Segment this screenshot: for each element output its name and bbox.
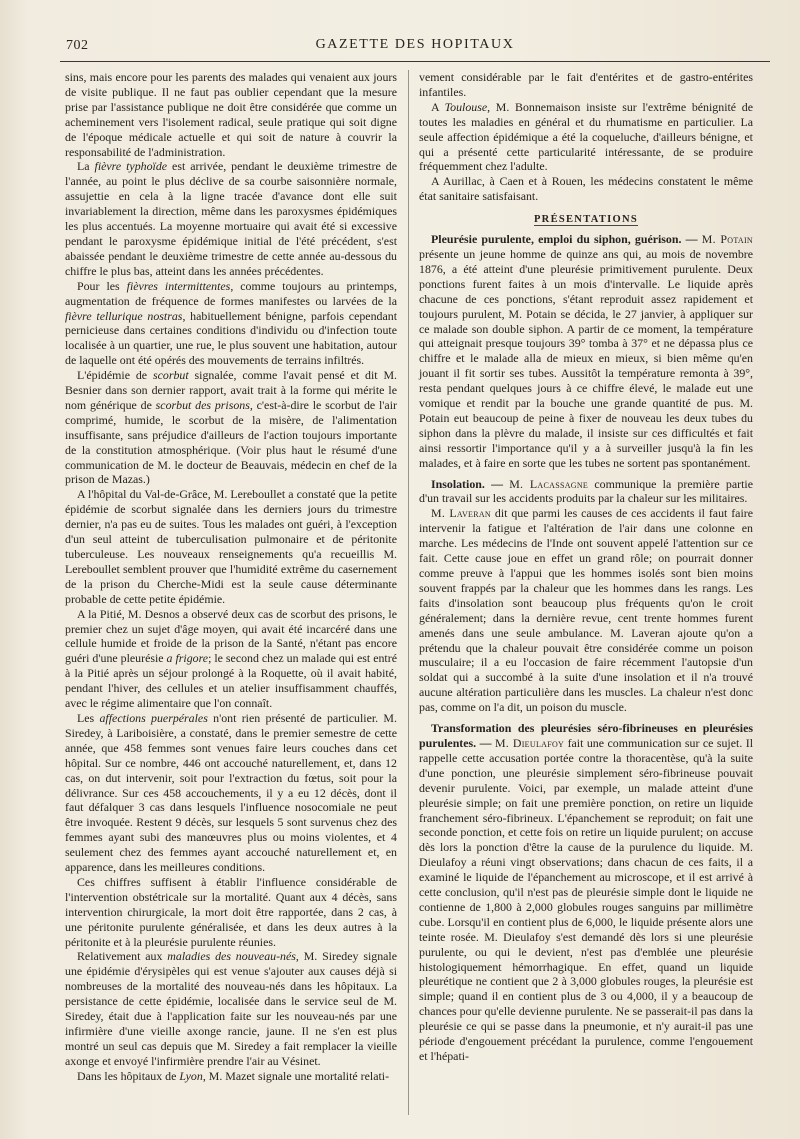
paragraph-pitie: A la Pitié, M. Desnos a observé deux cas de scorbut des prisons, le premier chez un sujet d'âge moyen, qui avait été incarcéré dans une cellule humide et froide de la prison de la Santé, n'étant pas encore guéri d'une pleurésie a frigore; le second chez un malade qui est entré à la Pitié après un séjour prolongé à la Roquette, où il avait habité, pendant l'hiver, des cellules et un atelier insuffisamment chauffés, avec le régime alimentaire que l'on connaît. [65, 606, 397, 711]
left-column [65, 70, 397, 1084]
paragraph-laveran: M. Laveran dit que parmi les causes de ces accidents il faut faire intervenir la fatigue et l'altération de l'air dans une colonne en marche. Les médecins de l'Inde ont souvent appelé l'attention sur ce fait. Cette cause joue en effet un grand rôle; on pourrait donner comme preuve à l'appui que les hommes isolés sont bien moins souvent frappés par la chaleur que les hommes dans les rangs. Les faits d'insolation sont beaucoup plus fréquents qu'on le croit généralement; dans la dernière revue, cent trente hommes furent amenés dans une seule ambulance. M. Laveran ajoute qu'on a prétendu que la chaleur pouvait être considérée comme un poison musculaire; il a eu l'occasion de faire récemment l'autopsie d'un soldat qui a succombé à la suite d'une insolation et il n'a trouvé aucune altération particulière dans les muscles. La chaleur n'est donc pas, comme on l'a dit, un poison du muscle. [419, 506, 753, 715]
presentation-transformation: Transformation des pleurésies séro-fibrineuses en pleurésies purulentes. — M. Dieulafoy fait une communication sur ce sujet. Il rappelle cette accusation portée contre la thoracentèse, qu'à la suite d'une ponction, une pleurésie simplement séro-fibrineuse pouvait devenir purulente. Voici, par exemple, un malade atteint d'une pleurésie simple; on fait une première ponction, on retire un liquide franchement séro-fibrineux. L'épanchement se reproduit; on fait une seconde ponction, et cette fois on retire un liquide purulent; on accuse dès lors la ponction d'être la cause de la purulence du liquide. M. Dieulafoy a réuni vingt observations; dans chacun de ces faits, il a examiné le liquide de l'épanchement au microscope, et il est arrivé à cette conclusion, qu'il n'est pas de pleurésie simple dont le liquide ne contienne de 1,800 à 2,000 globules rouges sanguins par millimètre cube. Lorsqu'il en contient plus de 6,000, le liquide présente alors une teinte rosée. M. Dieulafoy s'est demandé dès lors si une pleurésie purulente, ou qui le devient, n'est pas d'emblée une pleurésie histologiquement hémorrhagique. En effet, quand un liquide pleurétique ne contient que 2 à 3,000 globules rouges, la pleurésie est simple; quand il en contient plus de 3 ou 4,000, il y a beaucoup de chances pour qu'elle devienne purulente. Ne se passerait-il pas dans la pleurésie ce qui se passe dans la pneumonie, et n'y aurait-il pas une période d'engouement précédant la purulence, comme l'engouement et l'hépati- [419, 721, 753, 1063]
term-typhoid: fièvre typhoïde [94, 159, 168, 174]
paragraph-typhoid: La fièvre typhoïde est arrivée, pendant le deuxième trimestre de l'année, au point le plus déclive de sa courbe saisonnière normale, assujettie en cela à la ligne tracée d'avance dont elle suit invariablement la direction, même dans les paroxysmes épidémiques les plus accentués. La moyenne mortuaire qui avait été si excessive pendant le paroxysme épidémique initial de l'été précédent, s'est abaissée pendant le deuxième trimestre de cette année au-dessous du chiffre le plus bas, atteint dans les années précédentes. [65, 159, 397, 278]
paragraph-intermittent-fevers: Pour les fièvres intermittentes, comme toujours au printemps, augmentation de fréquence de formes manifestes ou larvées de la fièvre tellurique nostras, habituellement bénigne, parfois cependant pernicieuse dans certaines conditions d'individu ou d'infection toute localisée à un quartier, une rue, le plus souvent une habitation, autour de laquelle ont été opérés des mouvements de terrains infiltrés. [65, 278, 397, 368]
article-heading: Pleurésie purulente, emploi du siphon, guérison. — [431, 232, 698, 247]
presentation-pleurisy: Pleurésie purulente, emploi du siphon, guérison. — M. Potain présente un jeune homme de quinze ans qui, au mois de novembre 1876, a été atteint d'une pleurésie primitivement purulente. Deux ponctions furent faites à un mois d'intervalle. Le liquide après chacune de ces ponctions, s'étant reproduit assez rapidement et toujours purulent, M. Potain se décida, le 27 janvier, à appliquer sur ce malade son double siphon. A partir de ce moment, la température qui atteignait presque toujours 39° tomba à 37° et ne dépassa plus ce chiffre et le malade alla de mieux en mieux, si bien même qu'en jouant il fit sortir ses tubes. Aussitôt la température remonta à 39°, resta pendant quelques jours à ce chiffre élevé, le malade eut une vomique et rendit par la bouche une grande quantité de pus. M. Potain eut beaucoup de peine à fixer de nouveau les deux tubes du siphon dans la plèvre du malade, il insiste sur ces difficultés et fait ainsi ressortir l'importance qu'il y a à surveiller jusqu'à la fin les malades, et à faire en sorte que les tubes ne sortent pas spontanément. [419, 232, 753, 470]
paragraph: sins, mais encore pour les parents des malades qui venaient aux jours de visite publique. Il ne faut pas oublier cependant que la mesure prise par l'assistance publique ne doit être considérée que comme un acheminement vers l'isolement radical, seule pratique qui soit digne de l'époque médicale actuelle et qui soit de nature à couvrir la responsabilité de l'administration. [65, 70, 397, 159]
presentation-insolation: Insolation. — M. Lacassagne communique la première partie d'un travail sur les accidents produits par la chaleur sur les militaires. [419, 476, 753, 506]
author-name: M. Potain [701, 232, 753, 247]
section-title: PRÉSENTATIONS [533, 214, 639, 226]
paragraph-val-de-grace: A l'hôpital du Val-de-Grâce, M. Lereboullet a constaté que la petite épidémie de scorbut signalée dans les derniers jours du trimestre dernier, n'a pas eu de suites. Tous les malades ont guéri, à l'exception d'un seul atteint de tuberculisation pulmonaire et de péritonite tuberculeuse. Les nouveaux renseignements qu'a recueillis M. Lereboullet semblent prouver que l'humidité extrême du casernement de la prison du Cherche-Midi est la seule cause déterminante probable de cette petite épidémie. [65, 487, 397, 606]
page-header [60, 34, 770, 58]
author-name: M. Laveran [431, 506, 491, 521]
article-heading: Transformation des pleurésies séro-fibrineuses en pleurésies purulentes. — [419, 721, 753, 750]
journal-title: GAZETTE DES HOPITAUX [315, 37, 515, 52]
paragraph-puerperal: Les affections puerpérales n'ont rien présenté de particulier. M. Siredey, à Lariboisière, a constaté, dans le premier semestre de cette année, que 458 femmes sont venues faire leurs couches dans cet hôpital. Sur ce nombre, 446 ont accouché naturellement, et, dans 12 cas, on dut intervenir, soit pour l'extraction du fœtus, soit pour la délivrance. Sur ces 458 accouchements, il y a eu 12 décès, dont il faut défalquer 3 cas dans lesquels l'influence nosocomiale ne peut être invoquée. Restent 9 décès, sur lesquels 5 sont survenus chez des femmes ayant subi des manœuvres plus ou moins violentes, et 4 seulement chez des femmes ayant accouché naturellement et, en apparence, dans les meilleures conditions. [65, 710, 397, 875]
right-column [419, 70, 753, 1064]
article-heading: Insolation. — [431, 476, 503, 491]
column-divider [408, 70, 409, 1115]
paragraph-figures: Ces chiffres suffisent à établir l'influence considérable de l'intervention obstétricale sur la mortalité. Quant aux 4 décès, sans intervention chirurgicale, la mort doit être rapportée, dans 2 cas, à une péritonite purulente généralisée, et dans les deux autres à la péritonite et à la pleurésie purulente réunies. [65, 874, 397, 949]
author-name: M. Dieulafoy [494, 735, 565, 750]
paragraph-toulouse: A Toulouse, M. Bonnemaison insiste sur l'extrême bénignité de toutes les maladies en général et du rhumatisme en particulier. La seule affection épidémique a été la coqueluche, d'ailleurs bénigne, et qui a présenté cette particularité intéressante, de se produire fréquemment chez l'adulte. [419, 99, 753, 174]
paragraph: vement considérable par le fait d'entérites et de gastro-entérites infantiles. [419, 70, 753, 99]
paragraph-lyon: Dans les hôpitaux de Lyon, M. Mazet signale une mortalité relati- [77, 1068, 390, 1083]
header-rule [60, 61, 770, 62]
page-number: 702 [66, 38, 89, 53]
author-name: M. Lacassagne [509, 476, 589, 491]
paragraph-newborns: Relativement aux maladies des nouveau-nés, M. Siredey signale une épidémie d'érysipèles qui est venue s'ajouter aux causes déjà si nombreuses de la mortalité des nouveau-nés dans les hôpitaux. La persistance de cette épidémie, localisée dans le service seul de M. Siredey, était due à l'application faite sur les nouveau-nés par une infirmière d'une vieille axonge rancie, jaune. Il ne s'en est plus montré un seul cas depuis que M. Siredey a fait remplacer la vieille axonge et envoyé l'infirmière prendre l'air au Vésinet. [65, 949, 398, 1068]
paragraph-aurillac: A Aurillac, à Caen et à Rouen, les médecins constatent le même état sanitaire satisfaisant. [419, 174, 753, 204]
paragraph-scurvy: L'épidémie de scorbut signalée, comme l'avait pensé et dit M. Besnier dans son dernier rapport, avait trait à la forme qui mérite le nom générique de scorbut des prisons, c'est-à-dire le scorbut de l'air comprimé, humide, le scorbut de la misère, de l'alimentation insuffisante, sans préjudice d'ailleurs de l'action toujours importante de la constitution atmosphérique. (Voir plus haut le résumé d'une communication de M. le docteur de Beauvais, médecin en chef de la prison de Mazas.) [65, 368, 398, 487]
